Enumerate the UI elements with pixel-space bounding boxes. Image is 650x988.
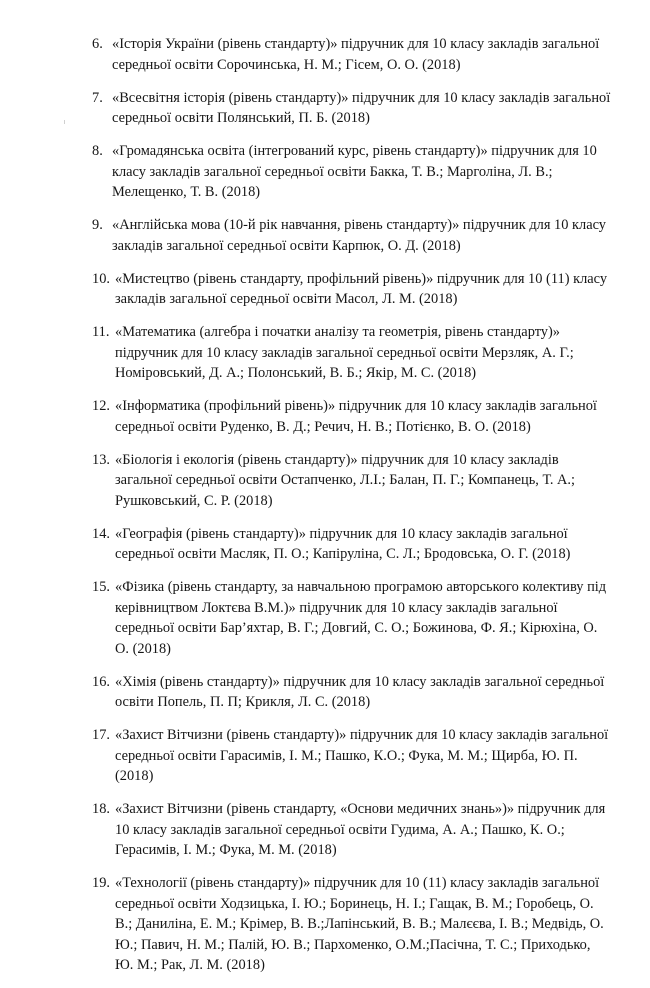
list-item — [92, 725, 612, 787]
list-item — [92, 215, 612, 256]
item-text: «Географія (рівень стандарту)» підручник для 10 класу закладів загальної середньої освіти Масляк, П. О.; Капіруліна, С. Л.; Бродовська, О. Г. (2018) — [115, 525, 571, 562]
item-number: 10. — [92, 270, 110, 287]
list-item — [92, 269, 612, 310]
item-number: 13. — [92, 451, 110, 468]
item-text: «Захист Вітчизни (рівень стандарту, «Основи медичних знань»)» підручник для 10 класу закладів загальної середньої освіти Гудима, А. А.; Пашко, К. О.; Герасимів, І. М.; Фука, М. М. (2018) — [115, 801, 606, 858]
item-text: «Інформатика (профільний рівень)» підручник для 10 класу закладів загальної середньої освіти Руденко, В. Д.; Речич, Н. В.; Потієнко, В. О. (2018) — [115, 398, 597, 435]
item-text: «Математика (алгебра і початки аналізу та геометрія, рівень стандарту)» підручник для 10 класу закладів загальної середньої освіти Мерзляк, А. Г.; Номіровський, Д. А.; Полонський, В. Б.; Якір, М. С. (2018) — [115, 324, 574, 381]
list-item — [92, 799, 612, 861]
list-item — [92, 524, 612, 565]
list-item — [92, 34, 612, 75]
item-number: 12. — [92, 398, 110, 414]
item-number: 15. — [92, 579, 110, 595]
item-number: 6. — [92, 36, 103, 52]
item-number: 19. — [92, 875, 110, 891]
item-text: «Всесвітня історія (рівень стандарту)» підручник для 10 класу закладів загальної середньої освіти Полянський, П. Б. (2018) — [112, 89, 611, 126]
item-number: 11. — [92, 324, 110, 340]
list-item — [92, 322, 612, 384]
item-text: «Фізика (рівень стандарту, за навчальною програмою авторського колективу під керівництвом Локтєва В.М.)» підручник для 10 класу закладів загальної середньої освіти Бар’яхтар, В. Г.; Довгий, С. О.; Божинова, Ф. Я.; Кірюхіна, О. О. (2018) — [115, 579, 607, 657]
list-item — [92, 141, 612, 203]
scan-mark — [64, 120, 65, 124]
item-number: 17. — [92, 727, 110, 743]
list-item — [92, 873, 612, 976]
list-item — [92, 672, 612, 713]
item-text: «Біологія і екологія (рівень стандарту)» підручник для 10 класу закладів загальної середньої освіти Остапченко, Л.І.; Балан, П. Г.; Компанець, Т. А.; Рушковський, С. Р. (2018) — [115, 451, 576, 509]
item-number: 8. — [92, 143, 103, 159]
item-text: «Технології (рівень стандарту)» підручник для 10 (11) класу закладів загальної середньої освіти Ходзицька, І. Ю.; Боринець, Н. І.; Гащак, В. М.; Горобець, О. В.; Даниліна, Е. М.; Крімер, В. В.;Лапінський, В. В.; Малєєва, І. В.; Медвідь, О. Ю.; Павич, Н. М.; Палій, Ю. В.; Пархоменко, О.М.;Пасічна, Т. С.; Приходько, Ю. М.; Рак, Л. М. (2018) — [115, 875, 604, 973]
item-number: 16. — [92, 673, 110, 690]
item-text: «Мистецтво (рівень стандарту, профільний рівень)» підручник для 10 (11) класу закладів загальної середньої освіти Масол, Л. М. (2018) — [115, 270, 608, 307]
list-item — [92, 88, 612, 129]
item-number: 7. — [92, 89, 103, 106]
item-text: «Громадянська освіта (інтегрований курс, рівень стандарту)» підручник для 10 класу закладів загальної середньої освіти Бакка, Т. В.; Марголіна, Л. В.; Мелещенко, Т. В. (2018) — [112, 143, 597, 200]
list-item — [92, 577, 612, 659]
item-text: «Англійська мова (10-й рік навчання, рівень стандарту)» підручник для 10 класу закладів загальної середньої освіти Карпюк, О. Д. (2018) — [112, 217, 606, 254]
list-item — [92, 396, 612, 437]
item-text: «Захист Вітчизни (рівень стандарту)» підручник для 10 класу закладів загальної середньої освіти Гарасимів, І. М.; Пашко, К.О.; Фука, М. М.; Щирба, Ю. П. (2018) — [115, 727, 609, 784]
item-text: «Історія України (рівень стандарту)» підручник для 10 класу закладів загальної середньої освіти Сорочинська, Н. М.; Гісем, О. О. (2018) — [112, 36, 600, 73]
list-item — [92, 450, 612, 512]
item-number: 18. — [92, 801, 110, 817]
item-number: 9. — [92, 217, 103, 233]
textbook-list — [92, 34, 612, 988]
item-text: «Хімія (рівень стандарту)» підручник для 10 класу закладів загальної середньої освіти Попель, П. П; Крикля, Л. С. (2018) — [115, 673, 605, 710]
item-number: 14. — [92, 525, 110, 542]
